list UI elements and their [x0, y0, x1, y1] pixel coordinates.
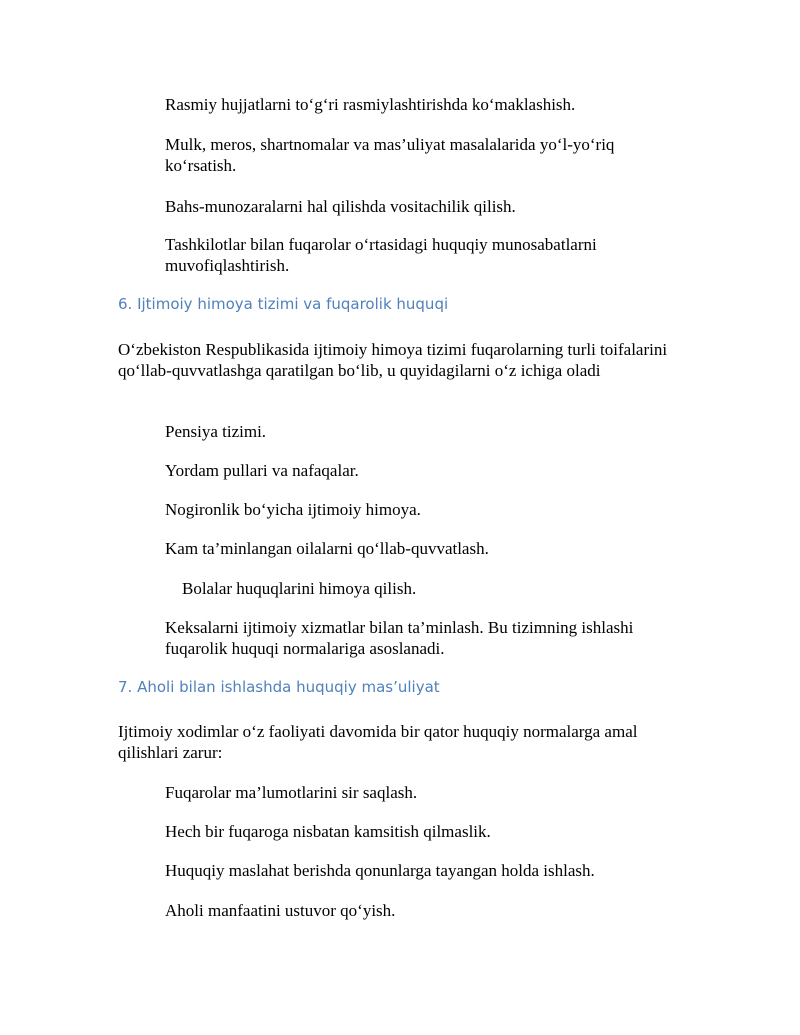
section-heading: 7. Aholi bilan ishlashda huquqiy mas’uliyat	[118, 678, 440, 696]
list-item: Bolalar huquqlarini himoya qilish.	[182, 579, 417, 598]
list-item: Huquqiy maslahat berishda qonunlarga tayangan holda ishlash.	[165, 861, 595, 880]
paragraph: Ijtimoiy xodimlar o‘z faoliyati davomida bir qator huquqiy normalarga amal qilishlari zarur:	[118, 722, 638, 762]
paragraph: O‘zbekiston Respublikasida ijtimoiy himoya tizimi fuqarolarning turli toifalarini qo‘llab-quvvatlashga qaratilgan bo‘lib, u quyidagilarni o‘z ichiga oladi	[118, 340, 668, 380]
list-item: Tashkilotlar bilan fuqarolar o‘rtasidagi huquqiy munosabatlarni muvofiqlashtirish.	[165, 235, 597, 275]
list-item: Mulk, meros, shartnomalar va mas’uliyat masalalarida yo‘l-yo‘riq ko‘rsatish.	[165, 135, 615, 175]
section-heading: 6. Ijtimoiy himoya tizimi va fuqarolik huquqi	[118, 295, 449, 313]
list-item: Pensiya tizimi.	[165, 422, 267, 441]
list-item: Keksalarni ijtimoiy xizmatlar bilan ta’minlash. Bu tizimning ishlashi fuqarolik huquqi normalariga asoslanadi.	[165, 618, 634, 658]
list-item: Kam ta’minlangan oilalarni qo‘llab-quvvatlash.	[165, 539, 489, 558]
list-item: Bahs-munozaralarni hal qilishda vositachilik qilish.	[165, 197, 516, 216]
list-item: Aholi manfaatini ustuvor qo‘yish.	[165, 901, 396, 920]
list-item: Nogironlik bo‘yicha ijtimoiy himoya.	[165, 500, 421, 519]
list-item: Fuqarolar ma’lumotlarini sir saqlash.	[165, 783, 418, 802]
list-item: Yordam pullari va nafaqalar.	[165, 461, 359, 480]
list-item: Hech bir fuqaroga nisbatan kamsitish qilmaslik.	[165, 822, 491, 841]
list-item: Rasmiy hujjatlarni to‘g‘ri rasmiylashtirishda ko‘maklashish.	[165, 95, 576, 114]
